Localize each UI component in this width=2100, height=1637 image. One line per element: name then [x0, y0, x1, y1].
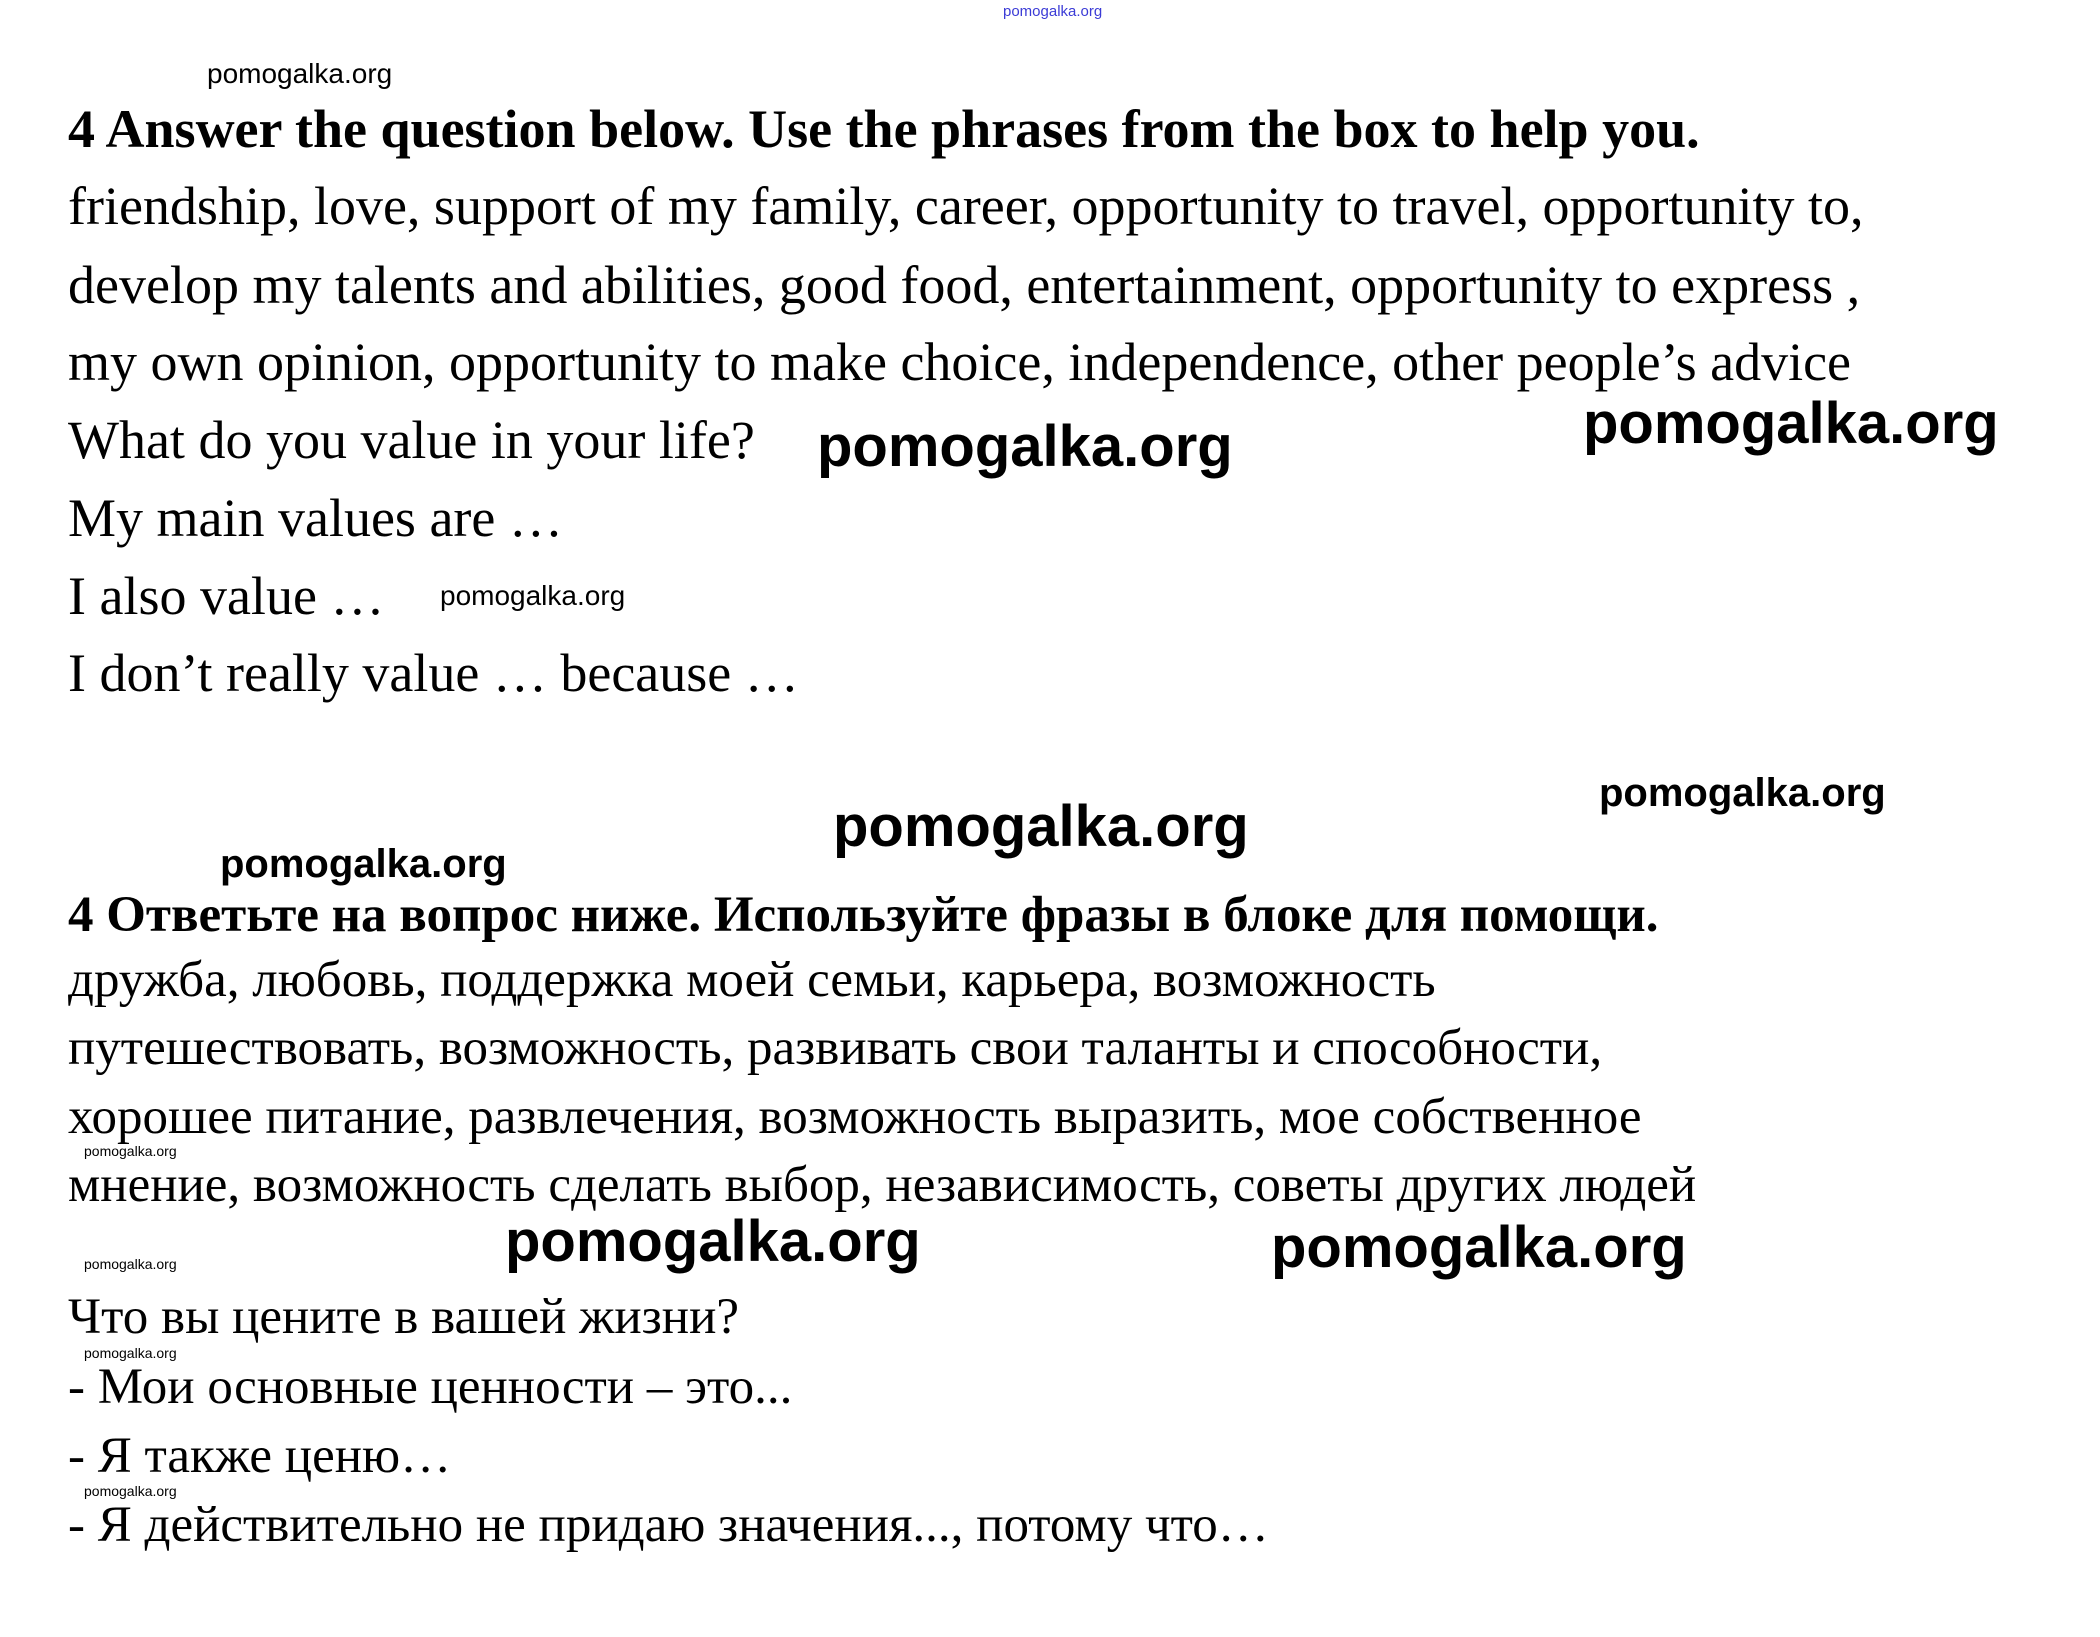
phrase-box-line: my own opinion, opportunity to make choice, independence, other people’s advice	[68, 332, 1852, 392]
watermark: pomogalka.org	[207, 58, 393, 89]
prompt-line: - Я также ценю…	[68, 1428, 452, 1484]
question-en: What do you value in your life?	[68, 410, 755, 470]
phrase-box-line: хорошее питание, развлечения, возможность выразить, мое собственное	[68, 1089, 1642, 1145]
prompt-line: - Я действительно не придаю значения..., потому что…	[68, 1497, 1269, 1553]
watermark: pomogalka.org	[505, 1209, 921, 1274]
phrase-box-line: develop my talents and abilities, good food, entertainment, opportunity to express ,	[68, 255, 1861, 315]
watermark: pomogalka.org	[1271, 1215, 1687, 1280]
watermark: pomogalka.org	[84, 1143, 177, 1159]
exercise-heading-en: 4 Answer the question below. Use the phrases from the box to help you.	[68, 99, 1700, 159]
watermark: pomogalka.org	[220, 842, 507, 886]
watermark: pomogalka.org	[84, 1256, 177, 1272]
watermark: pomogalka.org	[1599, 771, 1886, 815]
watermark: pomogalka.org	[817, 414, 1233, 479]
phrase-box-line: friendship, love, support of my family, career, opportunity to travel, opportunity to,	[68, 176, 1864, 236]
watermark: pomogalka.org	[84, 1483, 177, 1499]
prompt-line: I don’t really value … because …	[68, 643, 799, 703]
question-ru: Что вы цените в вашей жизни?	[68, 1289, 740, 1345]
watermark: pomogalka.org	[1003, 3, 1103, 20]
phrase-box-line: путешествовать, возможность, развивать свои таланты и способности,	[68, 1020, 1603, 1076]
watermark: pomogalka.org	[1583, 391, 1999, 456]
exercise-heading-ru: 4 Ответьте на вопрос ниже. Используйте фразы в блоке для помощи.	[68, 887, 1659, 943]
prompt-line: My main values are …	[68, 488, 563, 548]
prompt-line: I also value …	[68, 566, 385, 626]
watermark: pomogalka.org	[440, 580, 626, 611]
phrase-box-line: мнение, возможность сделать выбор, независимость, советы других людей	[68, 1157, 1697, 1213]
watermark: pomogalka.org	[84, 1345, 177, 1361]
watermark: pomogalka.org	[833, 794, 1249, 859]
prompt-line: - Мои основные ценности – это...	[68, 1359, 793, 1415]
phrase-box-line: дружба, любовь, поддержка моей семьи, карьера, возможность	[68, 952, 1436, 1008]
